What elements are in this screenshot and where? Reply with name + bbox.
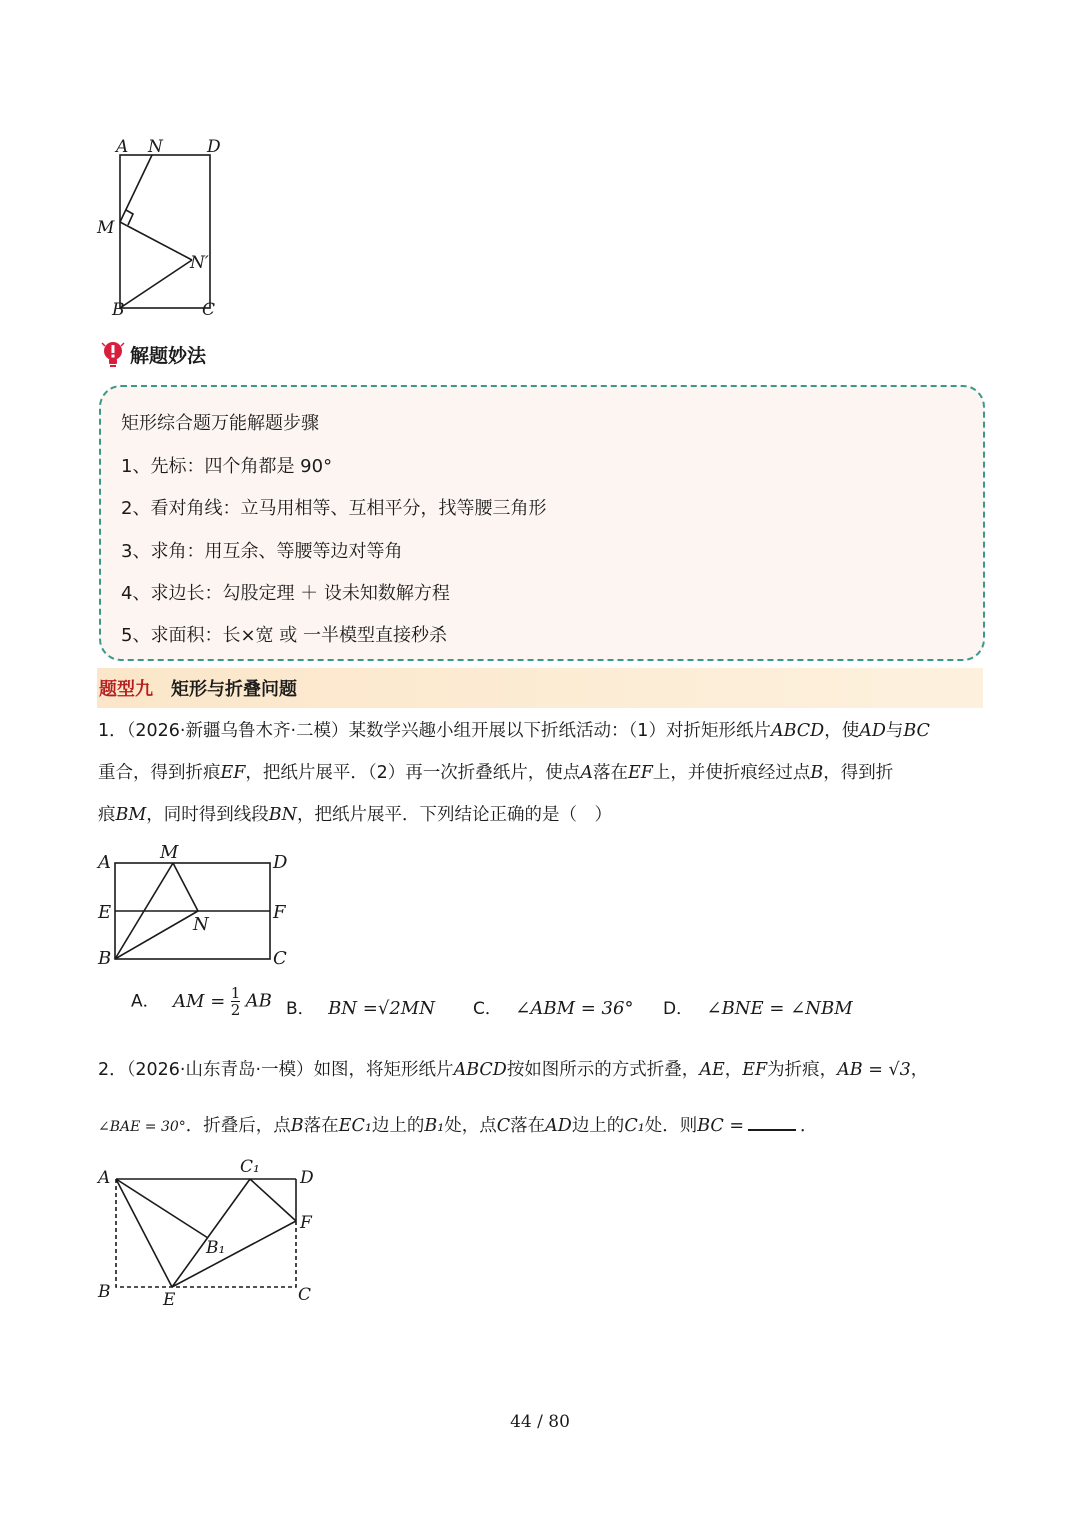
tip-step-5: 5、求面积：长×宽 或 一半模型直接秒杀 bbox=[121, 625, 447, 646]
question-1-text: 1．（2026·新疆乌鲁木齐·二模）某数学兴趣小组开展以下折纸活动：（1）对折矩形纸片ABCD，使AD与BC 重合，得到折痕EF，把纸片展平．（2）再一次折叠纸片，使点A落在EF上，并使折痕经过点B，得到折 痕BM，同时得到线段BN，把纸片展平．下列结论正确的是（ ） bbox=[98, 721, 930, 825]
tip-box-heading: 矩形综合题万能解题步骤 bbox=[121, 413, 319, 434]
option-a[interactable]: A． AM = $\frac{1}{2}$ AB bbox=[131, 984, 272, 1019]
answer-blank[interactable] bbox=[748, 1111, 796, 1131]
label-N-prime: N′ bbox=[190, 253, 209, 273]
tip-step-3: 3、求角：用互余、等腰等边对等角 bbox=[121, 541, 403, 562]
label-C: C bbox=[202, 300, 216, 320]
tip-step-1: 1、先标：四个角都是 90° bbox=[121, 456, 333, 477]
q1-label-D: D bbox=[273, 852, 288, 873]
q2-label-A: A bbox=[98, 1168, 111, 1188]
q1-label-N: N bbox=[193, 914, 209, 935]
q1-label-F: F bbox=[273, 902, 286, 923]
page-number: 44 / 80 bbox=[510, 1412, 570, 1432]
q2-label-B: B bbox=[98, 1282, 111, 1302]
tip-step-4: 4、求边长：勾股定理 ＋ 设未知数解方程 bbox=[121, 583, 450, 604]
q1-label-A: A bbox=[98, 852, 111, 873]
q2-label-F: F bbox=[300, 1213, 312, 1233]
figure-rectangle-mn bbox=[90, 130, 240, 320]
q2-label-E: E bbox=[163, 1290, 176, 1310]
figure-question-1 bbox=[90, 840, 310, 975]
question-2-text: 2．（2026·山东青岛·一模）如图，将矩形纸片ABCD按如图所示的方式折叠，AE，EF为折痕，AB = √3， ∠BAE = 30°．折叠后，点B落在EC₁边上的B₁处，点C落在AD边上的C₁处．则BC = ． bbox=[98, 1060, 929, 1136]
label-A: A bbox=[116, 137, 129, 157]
tip-heading bbox=[100, 340, 206, 368]
tip-step-2: 2、看对角线：立马用相等、互相平分，找等腰三角形 bbox=[121, 498, 547, 519]
label-B: B bbox=[112, 300, 125, 320]
q2-label-D: D bbox=[300, 1168, 314, 1188]
q1-label-E: E bbox=[98, 902, 112, 923]
label-M: M bbox=[97, 218, 115, 238]
section-name: 矩形与折叠问题 bbox=[171, 679, 297, 700]
q1-label-C: C bbox=[273, 948, 287, 969]
section-header bbox=[97, 668, 983, 708]
option-c[interactable]: C． ∠ABM = 36° bbox=[473, 998, 634, 1019]
lightbulb-icon bbox=[100, 340, 126, 368]
figure-question-2 bbox=[90, 1150, 330, 1310]
label-N: N bbox=[148, 137, 163, 157]
q1-label-B: B bbox=[98, 948, 112, 969]
tip-box bbox=[99, 385, 985, 661]
q2-label-C1: C₁ bbox=[240, 1157, 260, 1177]
tip-title: 解题妙法 bbox=[130, 344, 207, 367]
q2-label-C: C bbox=[298, 1285, 312, 1305]
section-code: 题型九 bbox=[99, 679, 153, 700]
option-d[interactable]: D． ∠BNE = ∠NBM bbox=[663, 998, 853, 1019]
q2-label-B1: B₁ bbox=[206, 1238, 226, 1258]
label-D: D bbox=[207, 137, 221, 157]
q1-label-M: M bbox=[160, 842, 179, 863]
option-b[interactable]: B． BN =√2MN bbox=[286, 998, 435, 1019]
